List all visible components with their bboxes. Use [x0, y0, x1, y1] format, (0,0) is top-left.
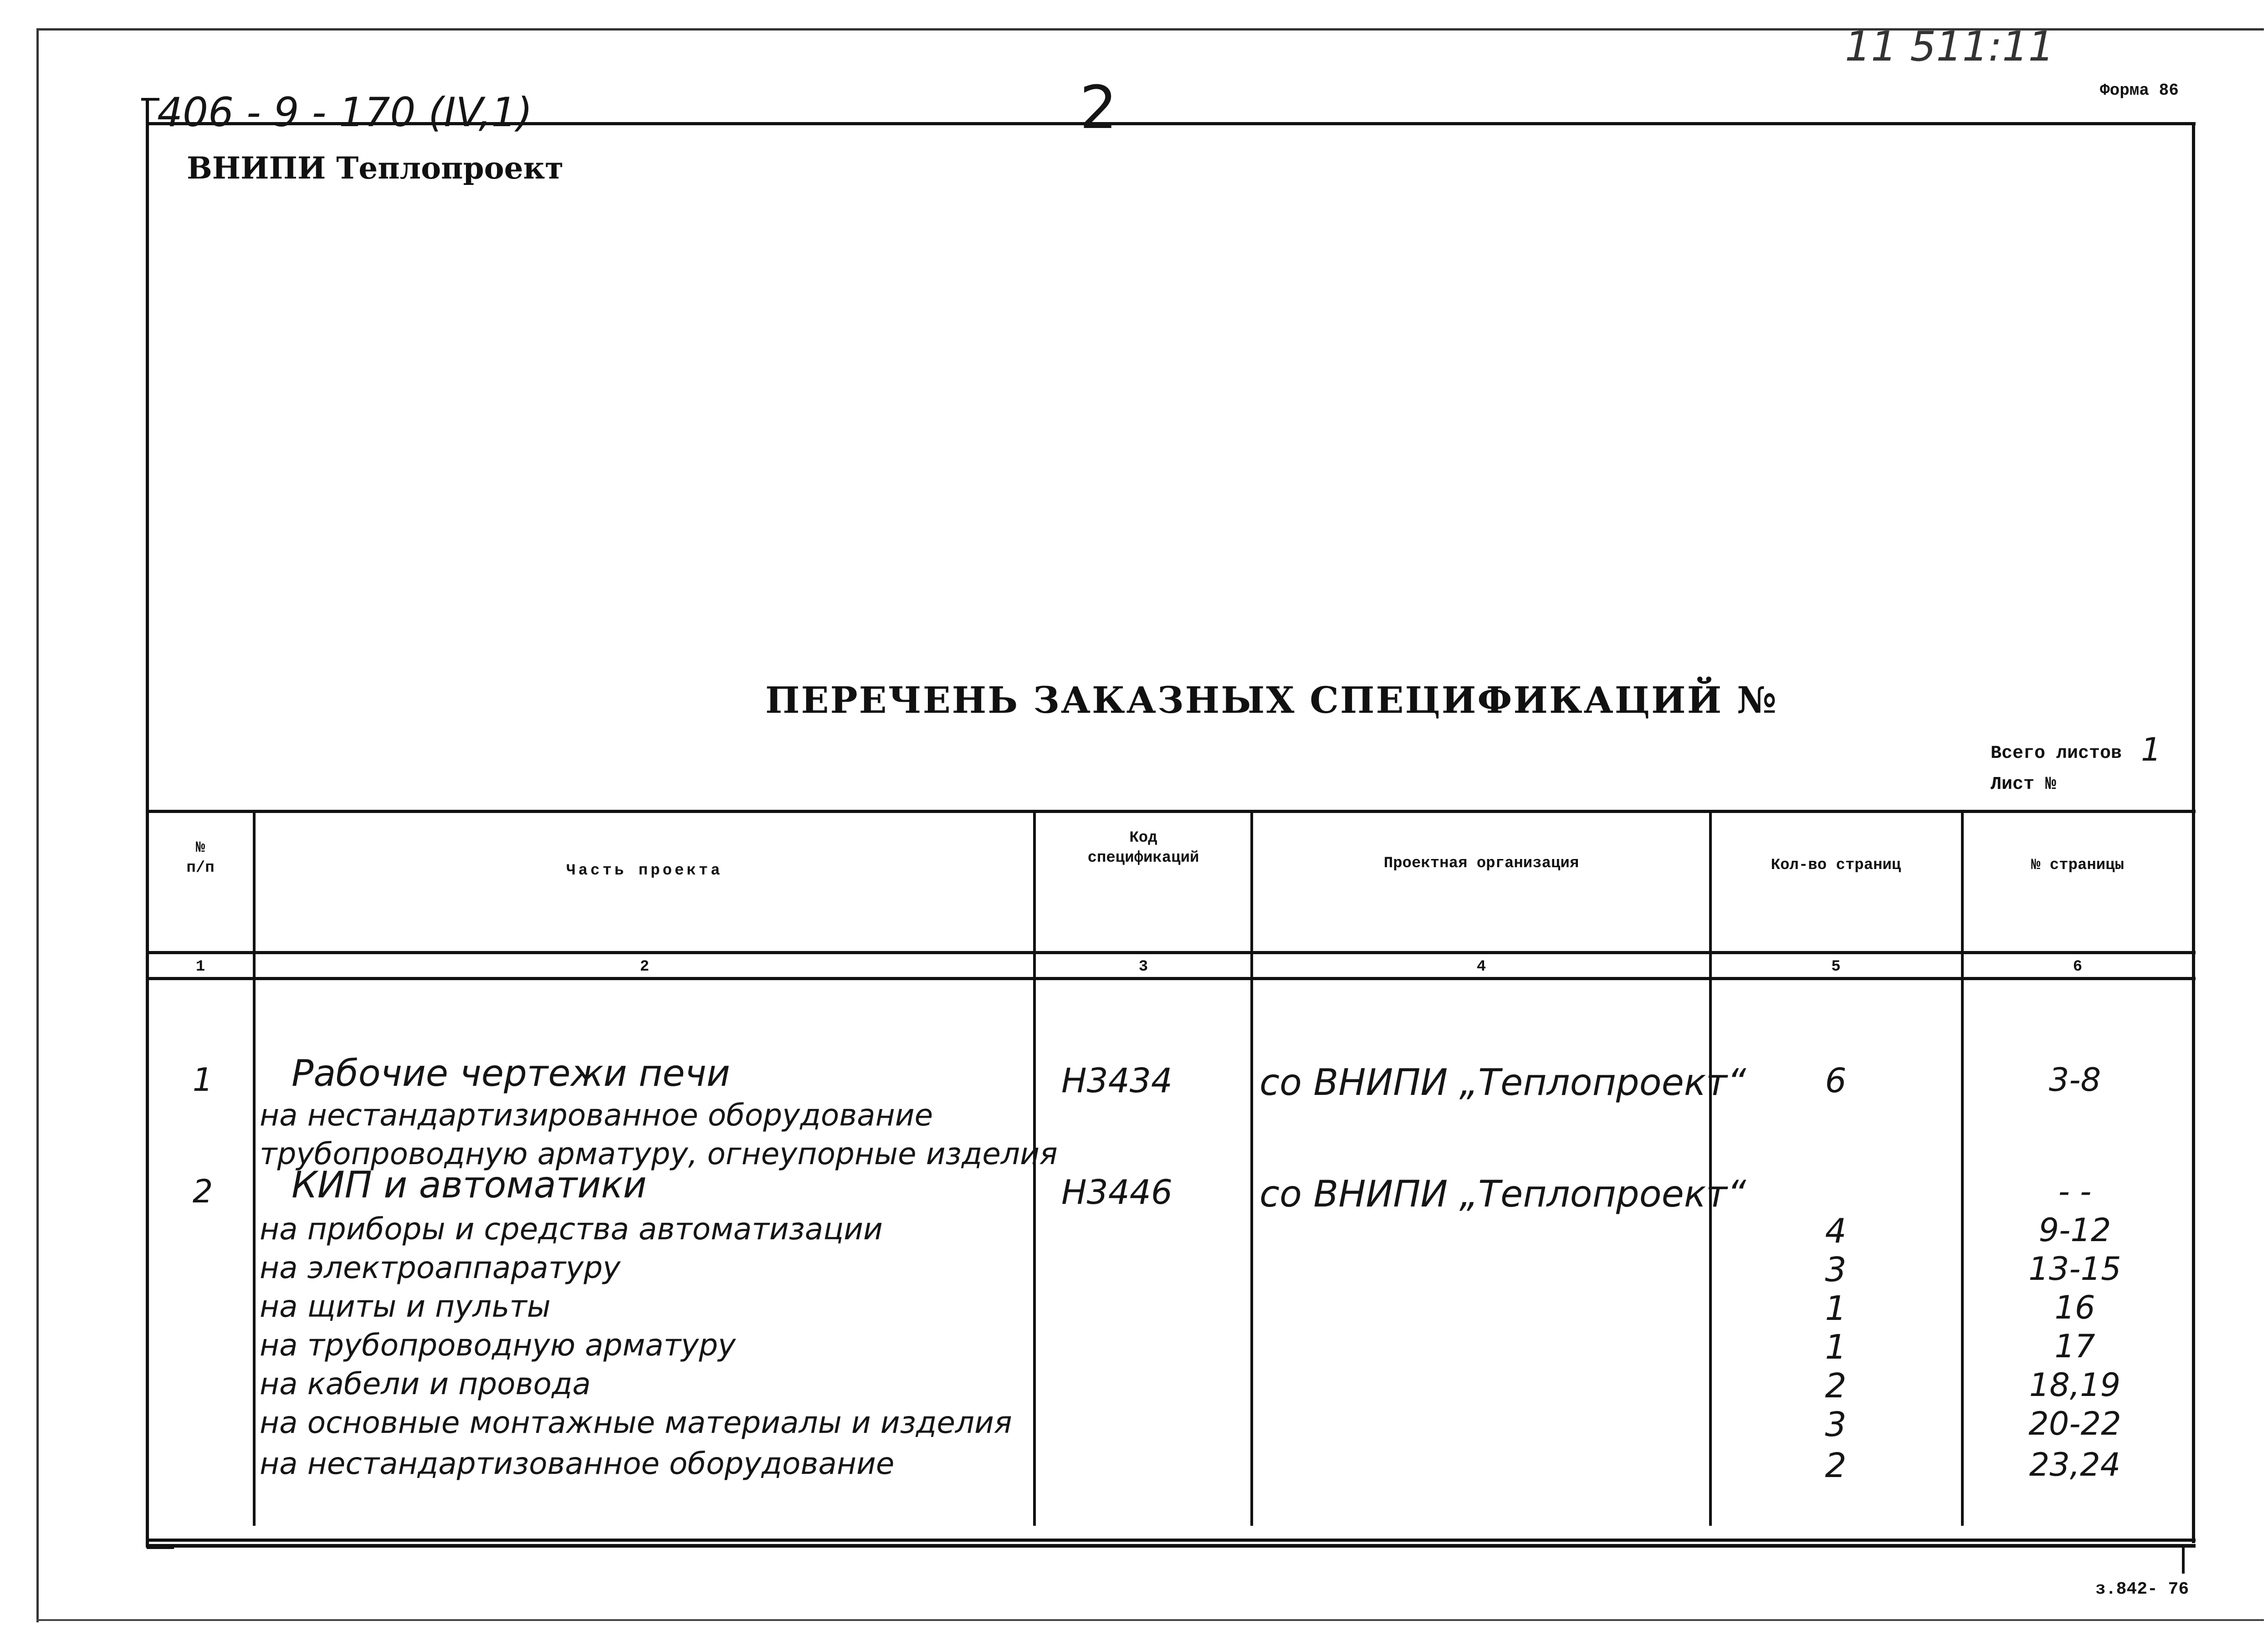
row-part: на электроаппаратуру [260, 1250, 621, 1285]
row-page-count: 2 [1825, 1446, 1847, 1485]
footer-code: з.842- 76 [2095, 1580, 2189, 1599]
row-page-numbers: 3-8 [2048, 1061, 2101, 1099]
col-divider-4 [1709, 810, 1712, 1526]
row-page-numbers: 16 [2054, 1289, 2095, 1326]
document-title: ПЕРЕЧЕНЬ ЗАКАЗНЫХ СПЕЦИФИКАЦИЙ № [765, 679, 1778, 721]
row-page-count: 6 [1825, 1061, 1847, 1100]
column-number-1: 1 [195, 958, 205, 976]
row-number: 2 [192, 1173, 213, 1210]
row-page-numbers: 9-12 [2038, 1212, 2111, 1249]
row-page-count: 1 [1825, 1328, 1847, 1367]
row-page-count: 4 [1825, 1212, 1847, 1251]
total-sheets-value: 1 [2141, 731, 2161, 768]
row-organization: со ВНИПИ „Теплопроект“ [1259, 1173, 1746, 1215]
row-page-count: 3 [1825, 1405, 1847, 1444]
row-part: на нестандартизированное оборудование [260, 1098, 933, 1133]
row-code: Н3446 [1061, 1173, 1172, 1212]
column-number-5: 5 [1831, 958, 1841, 976]
row-page-count: 2 [1825, 1366, 1847, 1406]
forma-label: Форма 86 [2100, 81, 2179, 100]
frame-bottom [146, 1544, 2196, 1548]
outer-border-bottom [36, 1619, 2264, 1621]
organization-name: ВНИПИ Теплопроект [187, 150, 564, 186]
row-part: на трубопроводную арматуру [260, 1328, 736, 1363]
frame-bottom-left-tick [147, 1546, 174, 1549]
row-page-numbers: 20-22 [2028, 1405, 2121, 1442]
frame-bottom-right-tick [2182, 1546, 2185, 1574]
total-sheets-label: Всего листов [1991, 743, 2122, 764]
row-page-count: 1 [1825, 1289, 1847, 1328]
header-col-4: Проектная организация [1383, 855, 1579, 872]
row-page-numbers: - - [2058, 1173, 2092, 1210]
table-header-bottom-line [146, 951, 2196, 954]
frame-top-left-tick [141, 98, 159, 101]
row-part: Рабочие чертежи печи [292, 1052, 730, 1094]
col-divider-1 [253, 810, 256, 1526]
table-numbers-bottom-line [146, 977, 2196, 980]
page-number: 2 [1080, 73, 1117, 142]
row-page-numbers: 17 [2054, 1328, 2095, 1365]
row-part: на щиты и пульты [260, 1289, 551, 1324]
header-col-6: № страницы [2031, 857, 2125, 874]
column-number-3: 3 [1138, 958, 1148, 976]
header-col-2: Часть проекта [566, 862, 723, 879]
header-col-1: № п/п [186, 839, 215, 877]
row-part: на кабели и провода [260, 1366, 591, 1401]
row-part: КИП и автоматики [292, 1164, 647, 1206]
outer-border-left [36, 28, 39, 1622]
table-bottom-line [146, 1539, 2196, 1542]
header-col-5: Кол-во страниц [1771, 857, 1901, 874]
column-number-4: 4 [1476, 958, 1486, 976]
column-number-2: 2 [640, 958, 650, 976]
table-top-line [146, 810, 2196, 813]
row-number: 1 [192, 1061, 213, 1099]
row-page-numbers: 13-15 [2028, 1250, 2121, 1288]
row-part: трубопроводную арматуру, огнеупорные изделия [260, 1136, 1058, 1171]
col-divider-3 [1250, 810, 1253, 1526]
row-page-numbers: 23,24 [2029, 1446, 2121, 1483]
frame-left [146, 98, 149, 1546]
header-col-3: Код спецификаций [1087, 829, 1199, 867]
row-part: на основные монтажные материалы и изделия [260, 1405, 1012, 1440]
column-number-6: 6 [2073, 958, 2083, 976]
row-page-count: 3 [1825, 1250, 1847, 1289]
row-organization: со ВНИПИ „Теплопроект“ [1259, 1061, 1746, 1104]
row-part: на приборы и средства автоматизации [260, 1212, 883, 1247]
top-handwritten-marks: 11 511:11 [1845, 23, 2054, 71]
sheet-number-label: Лист № [1991, 774, 2057, 795]
designation-number: 406 - 9 - 170 (IV,1) [157, 89, 532, 136]
row-code: Н3434 [1061, 1061, 1172, 1100]
row-part: на нестандартизованное оборудование [260, 1446, 895, 1481]
frame-right [2192, 122, 2195, 1543]
row-page-numbers: 18,19 [2029, 1366, 2121, 1404]
